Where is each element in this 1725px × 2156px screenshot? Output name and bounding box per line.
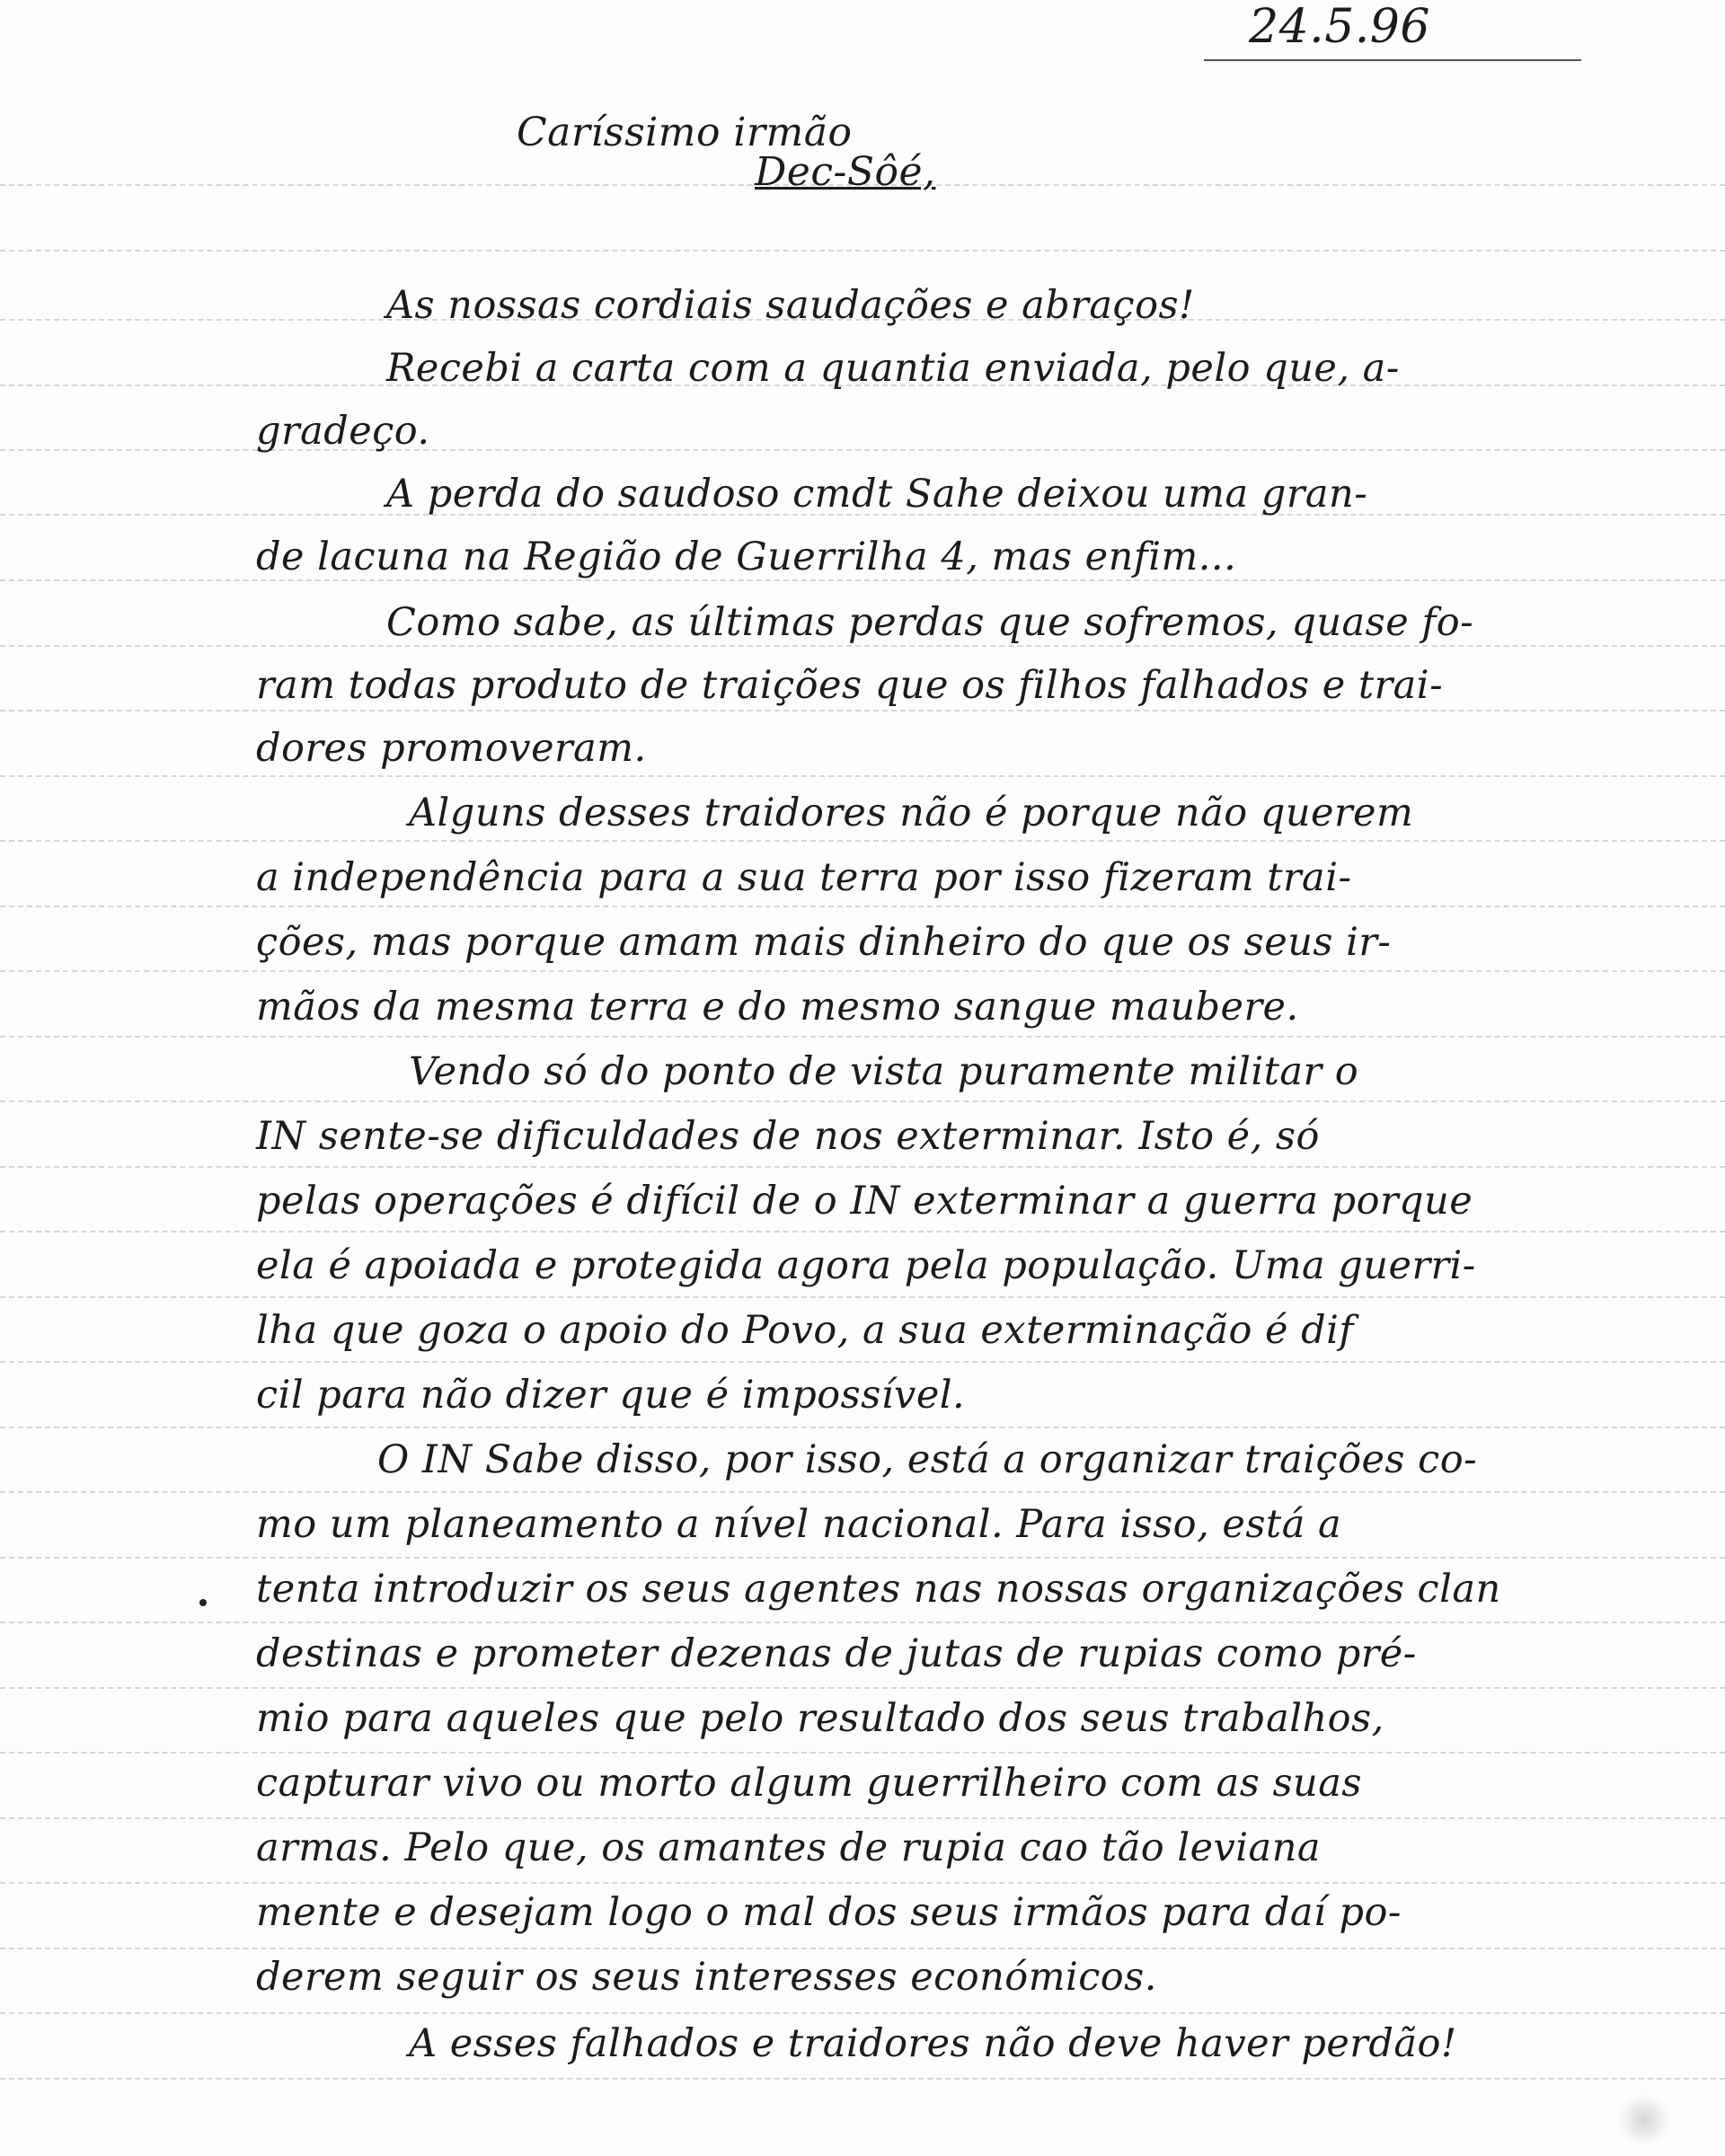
ruled-line [0,1036,1725,1038]
letter-line: lha que goza o apoio do Povo, a sua exterminação é dif [256,1308,1354,1353]
ruled-line [0,1296,1725,1298]
ruled-line [0,775,1725,777]
letter-line: Alguns desses traidores não é porque não querem [409,791,1414,835]
letter-line: tenta introduzir os seus agentes nas nossas organizações clan [256,1567,1501,1612]
letter-line: mo um planeamento a nível nacional. Para isso, está a [256,1502,1342,1547]
ruled-line [0,1687,1725,1689]
ruled-line [0,2078,1725,2080]
letter-line: mãos da mesma terra e do mesmo sangue maubere. [256,985,1299,1029]
letter-line: de lacuna na Região de Guerrilha 4, mas enfim... [256,535,1237,579]
ruled-line [0,579,1725,581]
ruled-line [0,250,1725,252]
letter-line: pelas operações é difícil de o IN exterminar a guerra porque [256,1179,1473,1224]
letter-line: ela é apoiada e protegida agora pela população. Uma guerri- [256,1243,1476,1288]
letter-salutation: Caríssimo irmão [517,110,853,155]
ruled-line [0,970,1725,972]
ruled-line [0,1491,1725,1493]
ink-dot [199,1599,207,1606]
letter-line: Recebi a carta com a quantia enviada, pelo que, a- [386,346,1400,391]
ruled-line [0,1166,1725,1168]
ruled-line [0,906,1725,907]
letter-line: a independência para a sua terra por isso fizeram trai- [256,855,1352,900]
ruled-line [0,1752,1725,1754]
letter-line: gradeço. [256,409,430,454]
letter-line: Vendo só do ponto de vista puramente militar o [409,1049,1359,1094]
ruled-line [0,1100,1725,1102]
letter-line: destinas e prometer dezenas de jutas de rupias como pré- [256,1631,1417,1676]
ruled-line [0,1557,1725,1559]
date-underline [1204,59,1581,61]
ruled-line [0,1621,1725,1623]
letter-line: O IN Sabe disso, por isso, está a organizar traições co- [377,1437,1478,1482]
ruled-line [0,1948,1725,1949]
ruled-line [0,2012,1725,2014]
ruled-line [0,1882,1725,1884]
letter-line: capturar vivo ou morto algum guerrilheiro com as suas [256,1761,1362,1806]
letter-line: IN sente-se dificuldades de nos exterminar. Isto é, só [256,1114,1320,1159]
ruled-line [0,1231,1725,1233]
paper-speck [1617,2093,1671,2147]
letter-date: 24.5.96 [1249,0,1430,54]
letter-line: A esses falhados e traidores não deve haver perdão! [409,2021,1457,2066]
ruled-line [0,645,1725,647]
letter-line: As nossas cordiais saudações e abraços! [386,283,1195,328]
letter-line: Como sabe, as últimas perdas que sofremos, quase fo- [386,600,1474,645]
ruled-line [0,840,1725,842]
letter-line: armas. Pelo que, os amantes de rupia cao tão leviana [256,1825,1322,1870]
ruled-line [0,1361,1725,1363]
letter-line: mente e desejam logo o mal dos seus irmãos para daí po- [256,1890,1402,1935]
letter-line: derem seguir os seus interesses económicos. [256,1955,1157,2000]
letter-line: ram todas produto de traições que os filhos falhados e trai- [256,663,1444,708]
letter-line: cil para não dizer que é impossível. [256,1373,966,1418]
ruled-line [0,710,1725,711]
letter-line: A perda do saudoso cmdt Sahe deixou uma gran- [386,472,1368,517]
ruled-line [0,1817,1725,1819]
ruled-line [0,1427,1725,1428]
letter-addressee: Dec-Sôé, [755,149,936,195]
letter-line: mio para aqueles que pelo resultado dos seus trabalhos, [256,1696,1384,1741]
letter-line: ções, mas porque amam mais dinheiro do que os seus ir- [256,920,1392,965]
letter-line: dores promoveram. [256,726,647,771]
